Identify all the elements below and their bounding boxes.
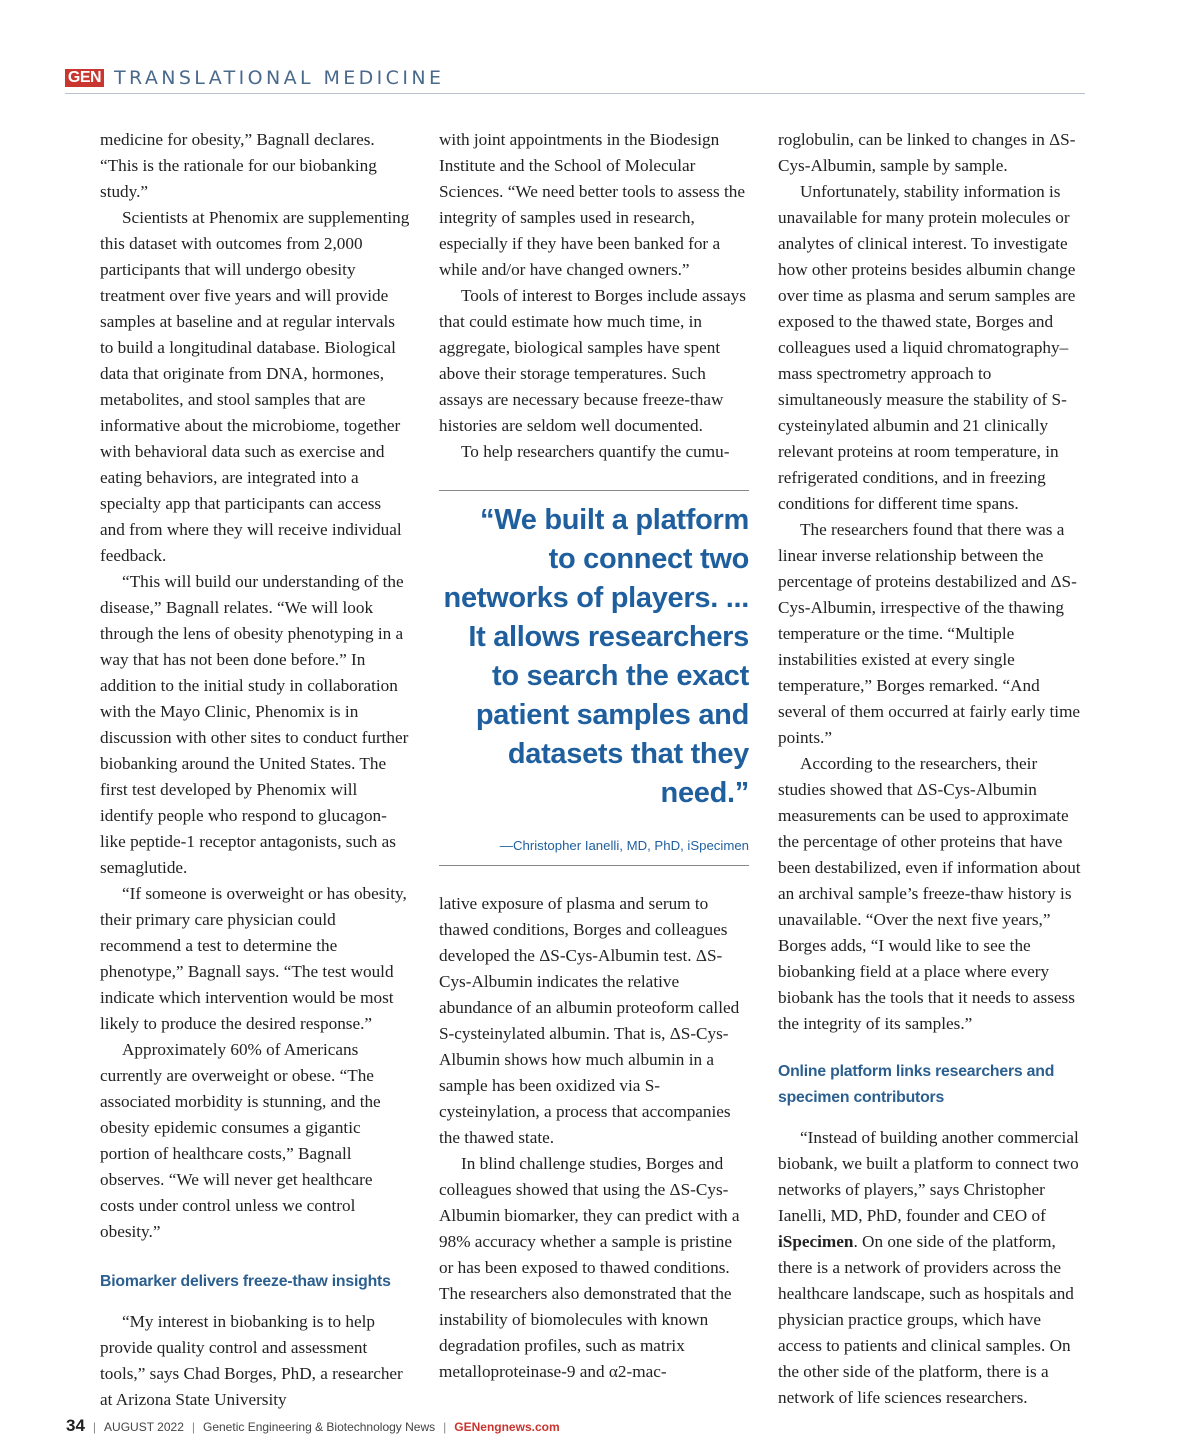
pull-quote-attribution: —Christopher Ianelli, MD, PhD, iSpecimen <box>499 838 749 853</box>
paragraph: with joint appointments in the Biodesign Institute and the School of Molecular Sciences. “We need better tools to assess the integrity of samples used in research, especially if they have been banked for a while and/or have changed owners.” <box>439 130 745 279</box>
page-number: 34 <box>66 1416 85 1435</box>
paragraph: Unfortunately, stability information is unavailable for many protein molecules or analytes of clinical interest. To investigate how other proteins besides albumin change over time as plasma and serum samples are exposed to the thawed state, Borges and colleagues used a liquid chromatography–mass spectrometry approach to simultaneously measure the stability of S-cysteinylated albumin and 21 clinically relevant proteins at room temperature, in refrigerated conditions, and in freezing conditions for different time spans. <box>778 182 1076 513</box>
paragraph <box>778 1125 1088 1411</box>
page-footer <box>66 1416 560 1437</box>
website-link[interactable]: GENengnews.com <box>454 1420 560 1434</box>
publication-name: Genetic Engineering & Biotechnology News <box>203 1420 436 1434</box>
gen-logo: GEN <box>65 69 104 87</box>
paragraph: roglobulin, can be linked to changes in ΔS-Cys-Albumin, sample by sample. <box>778 130 1076 175</box>
section-title: TRANSLATIONAL MEDICINE <box>114 67 445 89</box>
pull-quote-text: “We built a platform to connect two networks of players. ... It allows researchers to search the exact patient samples and datasets that they need.” <box>443 504 749 809</box>
paragraph: “If someone is overweight or has obesity, their primary care physician could recommend a test to determine the phenotype,” Bagnall says. “The test would indicate which intervention would be most likely to produce the desired response.” <box>100 884 407 1033</box>
column-1 <box>100 127 410 1413</box>
issue-date: AUGUST 2022 <box>104 1420 184 1434</box>
paragraph: “My interest in biobanking is to help provide quality control and assessment tools,” says Chad Borges, PhD, a researcher at Arizona State University <box>100 1312 403 1409</box>
text-run: . On one side of the platform, there is a network of providers across the healthcare landscape, such as hospitals and physician practice groups, which have access to patients and clinical samples. On the other side of the platform, there is a network of life sciences researchers. <box>778 1232 1074 1407</box>
company-name: iSpecimen <box>778 1232 854 1251</box>
column-2 <box>439 127 749 1385</box>
subhead-biomarker: Biomarker delivers freeze-thaw insights <box>100 1273 391 1290</box>
paragraph: According to the researchers, their studies showed that ΔS-Cys-Albumin measurements can be used to approximate the percentage of other proteins that have been destabilized, even if information about an archival sample’s freeze-thaw history is unavailable. “Over the next five years,” Borges adds, “I would like to see the biobanking field at a place where every biobank has the tools that it needs to assess the integrity of its samples.” <box>778 754 1081 1033</box>
paragraph: Tools of interest to Borges include assays that could estimate how much time, in aggregate, biological samples have spent above their storage temperatures. Such assays are necessary because freeze-thaw histories are seldom well documented. <box>439 286 746 435</box>
paragraph: medicine for obesity,” Bagnall declares. “This is the rationale for our biobanking study.” <box>100 130 377 201</box>
column-3 <box>778 127 1088 1411</box>
section-header <box>65 67 1085 94</box>
separator: | <box>191 1420 195 1434</box>
paragraph: In blind challenge studies, Borges and colleagues showed that using the ΔS-Cys-Albumin biomarker, they can predict with a 98% accuracy whether a sample is pristine or has been exposed to thawed conditions. The researchers also demonstrated that the instability of biomolecules with known degradation profiles, such as matrix metalloproteinase-9 and α2-mac- <box>439 1154 740 1381</box>
paragraph: The researchers found that there was a linear inverse relationship between the percentage of proteins destabilized and ΔS-Cys-Albumin, irrespective of the thawing temperature or the time. “Multiple instabilities existed at every single temperature,” Borges remarked. “And several of them occurred at fairly early time points.” <box>778 520 1081 747</box>
paragraph: Scientists at Phenomix are supplementing this dataset with outcomes from 2,000 participants that will undergo obesity treatment over five years and will provide samples at baseline and at regular intervals to build a longitudinal database. Biological data that originate from DNA, hormones, metabolites, and stool samples that are informative about the microbiome, together with behavioral data such as exercise and eating behaviors, are integrated into a specialty app that participants can access and from where they will receive individual feedback. <box>100 208 410 565</box>
separator: | <box>92 1420 97 1434</box>
text-run: “Instead of building another commercial biobank, we built a platform to connect two networks of players,” says Christopher Ianelli, MD, PhD, founder and CEO of <box>778 1128 1079 1225</box>
paragraph: Approximately 60% of Americans currently are overweight or obese. “The associated morbidity is stunning, and the obesity epidemic consumes a gigantic portion of healthcare costs,” Bagnall observes. “We will never get healthcare costs under control unless we control obesity.” <box>100 1040 381 1241</box>
separator: | <box>443 1420 447 1434</box>
pull-quote <box>439 490 749 866</box>
subhead-online-platform: Online platform links researchers and specimen contributors <box>778 1063 1055 1106</box>
paragraph: lative exposure of plasma and serum to thawed conditions, Borges and colleagues developed the ΔS-Cys-Albumin test. ΔS-Cys-Albumin indicates the relative abundance of an albumin proteoform called S-cysteinylated albumin. That is, ΔS-Cys-Albumin shows how much albumin in a sample has been oxidized via S-cysteinylation, a process that accompanies the thawed state. <box>439 894 740 1147</box>
paragraph: To help researchers quantify the cumu- <box>461 442 730 461</box>
paragraph: “This will build our understanding of the disease,” Bagnall relates. “We will look through the lens of obesity phenotyping in a way that has not been done before.” In addition to the initial study in collaboration with the Mayo Clinic, Phenomix is in discussion with other sites to conduct further biobanking around the United States. The first test developed by Phenomix will identify people who respond to glucagon-like peptide-1 receptor antagonists, such as semaglutide. <box>100 572 409 877</box>
